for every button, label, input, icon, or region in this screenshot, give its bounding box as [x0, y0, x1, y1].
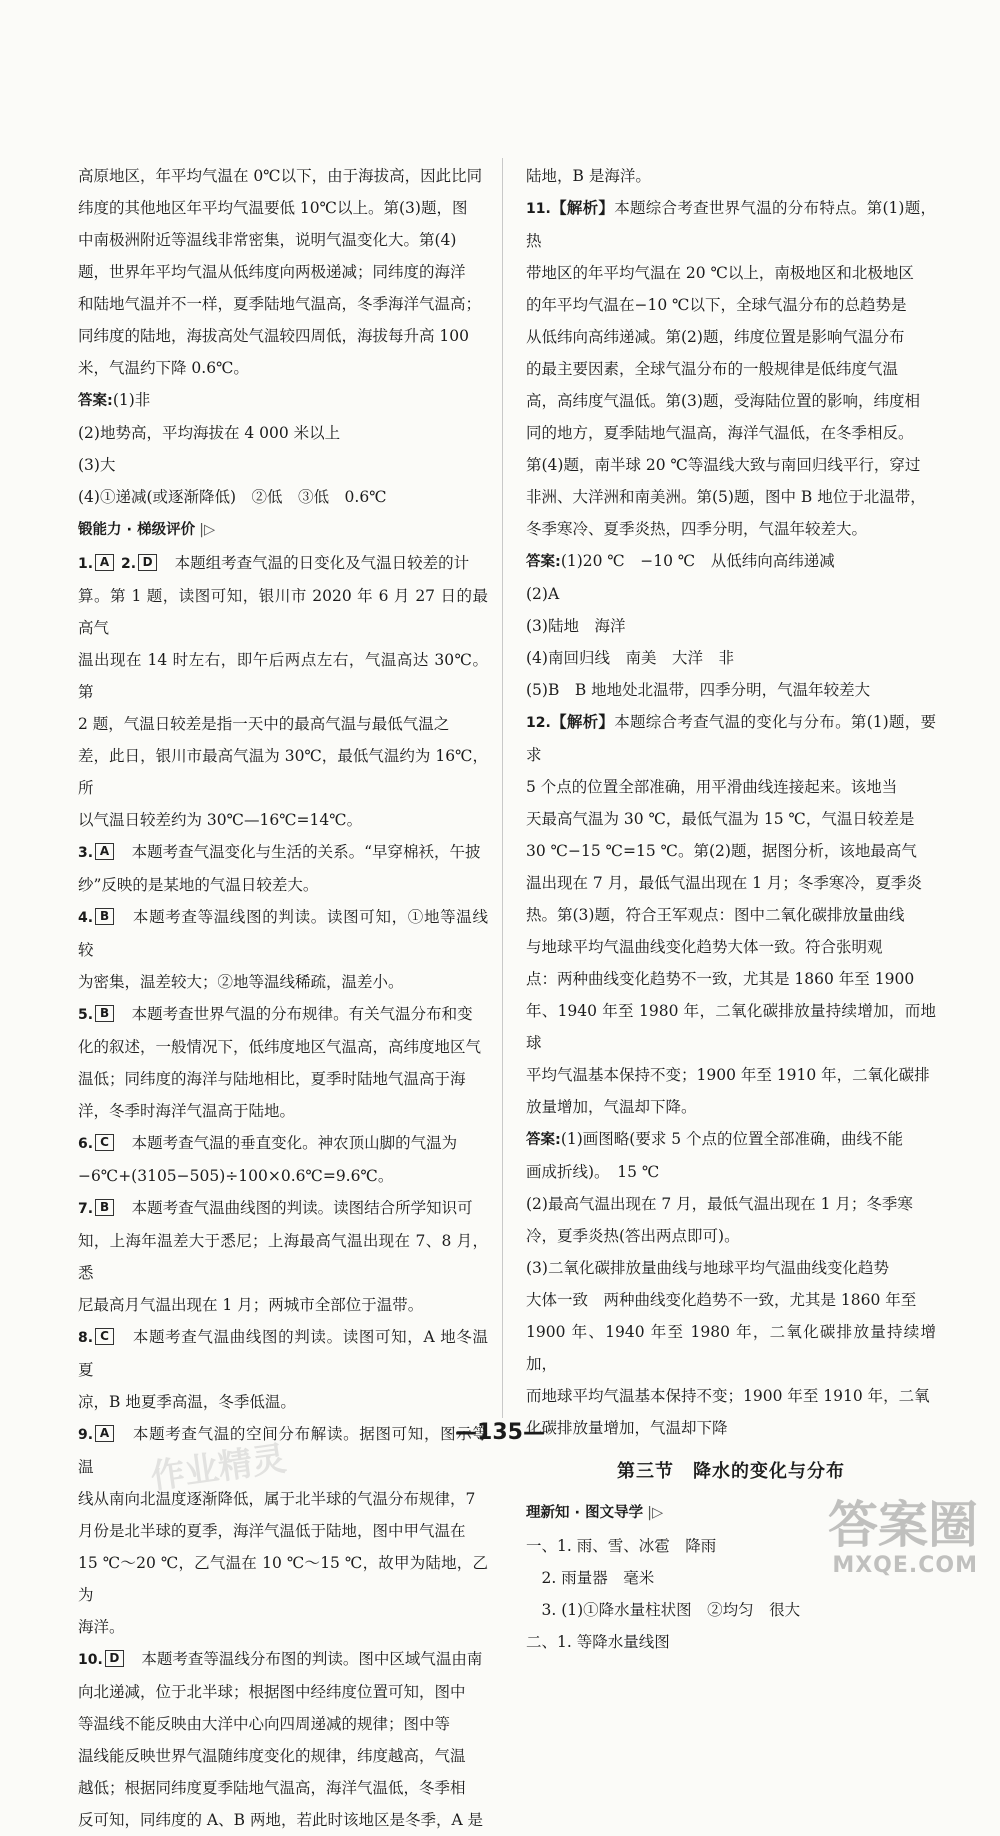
- text-line: 温低；同纬度的海洋与陆地相比，夏季时陆地气温高于海: [78, 1070, 466, 1088]
- text-line: 温线能反映世界气温随纬度变化的规律，纬度越高，气温: [78, 1747, 466, 1765]
- analysis-tag: 【解析】: [550, 198, 615, 217]
- answer-line: (1)20 ℃ −10 ℃ 从低纬向高纬递减: [560, 552, 835, 570]
- text-line: 2 题，气温日较差是指一天中的最高气温与最低气温之: [78, 715, 450, 733]
- left-column: [78, 160, 488, 1836]
- outline-item: 一、1. 雨、雪、冰雹 降雨: [526, 1537, 717, 1555]
- outline-item: 3. (1)①降水量柱状图 ②均匀 很大: [526, 1601, 801, 1619]
- answer-line: (3)二氧化碳排放量曲线与地球平均气温曲线变化趋势: [526, 1259, 889, 1277]
- text-line: −6℃+(3105−505)÷100×0.6℃=9.6℃。: [78, 1167, 394, 1185]
- sub-heading-text: 理新知 · 图文导学: [526, 1505, 644, 1521]
- text-line: 5 个点的位置全部准确，用平滑曲线连接起来。该地当: [526, 778, 898, 796]
- question-number: 3.: [78, 845, 94, 861]
- answer-line: (3)陆地 海洋: [526, 617, 626, 635]
- text-line: 同的地方，夏季陆地气温高，海洋气温低，在冬季相反。: [526, 424, 914, 442]
- text-line: 本题考查气温曲线图的判读。读图可知，A 地冬温夏: [78, 1328, 488, 1379]
- outline-item: 二、1. 等降水量线图: [526, 1633, 670, 1651]
- text-line: 从低纬向高纬递减。第(2)题，纬度位置是影响气温分布: [526, 328, 905, 346]
- question-11: [526, 192, 936, 706]
- text-line: 线从南向北温度逐渐降低，属于北半球的气温分布规律，7: [78, 1490, 476, 1508]
- text-line: 化的叙述，一般情况下，低纬度地区气温高，高纬度地区气: [78, 1038, 482, 1056]
- answer-line: (2)A: [526, 585, 560, 603]
- text-line: 冬季寒冷、夏季炎热，四季分明，气温年较差大。: [526, 520, 868, 538]
- analysis-tag: 【解析】: [550, 712, 615, 731]
- watermark-stamp: 作业精灵: [148, 1438, 289, 1498]
- question-number: 6.: [78, 1136, 94, 1152]
- text-line: 天最高气温为 30 ℃，最低气温为 15 ℃，气温日较差是: [526, 810, 915, 828]
- outline-item: 2. 雨量器 毫米: [526, 1569, 655, 1587]
- question-number: 8.: [78, 1330, 94, 1346]
- answer-label: 答案:: [526, 554, 561, 570]
- question-number: 9.: [78, 1427, 94, 1443]
- question-number: 12.: [526, 715, 551, 731]
- answer-line: 大体一致 两种曲线变化趋势不一致，尤其是 1860 年至: [526, 1291, 917, 1309]
- answer-choice-box: C: [95, 1134, 114, 1151]
- answer-line: 冷，夏季炎热(答出两点即可)。: [526, 1227, 740, 1245]
- text-line: 越低；根据同纬度夏季陆地气温高，海洋气温低，冬季相: [78, 1779, 466, 1797]
- text-line: 中南极洲附近等温线非常密集，说明气温变化大。第(4): [78, 231, 457, 249]
- answer-choice-box: B: [95, 1005, 114, 1022]
- text-line: 向北递减，位于北半球；根据图中经纬度位置可知，图中: [78, 1683, 466, 1701]
- text-line: 本题考查等温线分布图的判读。图中区域气温由南: [141, 1650, 483, 1668]
- text-line: 同纬度的陆地，海拔高处气温较四周低，海拔每升高 100: [78, 327, 470, 345]
- text-line: 和陆地气温并不一样，夏季陆地气温高，冬季海洋气温高；: [78, 295, 482, 313]
- answer-line: (1)非: [112, 391, 151, 409]
- text-line: 以气温日较差约为 30℃—16℃=14℃。: [78, 811, 363, 829]
- question-number: 5.: [78, 1007, 94, 1023]
- answer-choice-box: B: [95, 1199, 114, 1216]
- text-line: 洋，冬季时海洋气温高于陆地。: [78, 1102, 296, 1120]
- text-line: 第(4)题，南半球 20 ℃等温线大致与南回归线平行，穿过: [526, 456, 921, 474]
- answer-label: 答案:: [526, 1132, 561, 1148]
- text-line: 本题考查世界气温的分布规律。有关气温分布和变: [131, 1005, 473, 1023]
- text-line: 纱”反映的是某地的气温日较差大。: [78, 876, 319, 894]
- answer-line: (2)最高气温出现在 7 月，最低气温出现在 1 月；冬季寒: [526, 1195, 913, 1213]
- answer-line: (2)地势高，平均海拔在 4 000 米以上: [78, 424, 341, 442]
- answer-line: (3)大: [78, 456, 116, 474]
- text-line: 本题考查气温曲线图的判读。读图结合所学知识可: [131, 1199, 473, 1217]
- text-line: 本题考查气温的垂直变化。神农顶山脚的气温为: [131, 1134, 458, 1152]
- text-line: 米，气温约下降 0.6℃。: [78, 359, 249, 377]
- text-line: 为密集，温差较大；②地等温线稀疏，温差小。: [78, 973, 404, 991]
- answer-label: 答案:: [78, 393, 113, 409]
- answer-line: 化碳排放量增加，气温却下降: [526, 1419, 728, 1437]
- text-line: 放量增加，气温却下降。: [526, 1098, 697, 1116]
- answer-line: 1900 年、1940 年至 1980 年，二氧化碳排放量持续增加，: [526, 1323, 936, 1373]
- question-number: 11.: [526, 201, 551, 217]
- section-arrow-icon: |▷: [647, 1505, 664, 1521]
- text-line: 本题考查气温变化与生活的关系。“早穿棉袄，午披: [131, 843, 481, 861]
- text-line: 月份是北半球的夏季，海洋气温低于陆地，图中甲气温在: [78, 1522, 466, 1540]
- text-line: 高原地区，年平均气温在 0℃以下，由于海拔高，因此比同: [78, 167, 483, 185]
- text-line: 纬度的其他地区年平均气温要低 10℃以上。第(3)题，图: [78, 199, 468, 217]
- answer-choice-box: C: [95, 1328, 114, 1345]
- answer-choice-box: A: [95, 554, 114, 571]
- answer-block: [78, 384, 488, 513]
- text-line: 年、1940 年至 1980 年，二氧化碳排放量持续增加，而地球: [526, 1002, 936, 1052]
- text-line: 题，世界年平均气温从低纬度向两极递减；同纬度的海洋: [78, 263, 466, 281]
- answer-choice-box: A: [95, 843, 114, 860]
- answer-choice-box: D: [138, 554, 157, 571]
- text-line: 温出现在 14 时左右，即午后两点左右，气温高达 30℃。第: [78, 651, 488, 701]
- question-number: 4.: [78, 910, 94, 926]
- section-title: 第三节 降水的变化与分布: [617, 1461, 845, 1482]
- watermark-url: MXQE.COM: [832, 1553, 978, 1578]
- text-line: 带地区的年平均气温在 20 ℃以上，南极地区和北极地区: [526, 264, 914, 282]
- question-8: [78, 1321, 488, 1418]
- section-arrow-icon: |▷: [199, 522, 216, 538]
- question-7: [78, 1192, 488, 1321]
- text-line: 15 ℃～20 ℃，乙气温在 10 ℃～15 ℃，故甲为陆地，乙为: [78, 1554, 488, 1604]
- text-line: 算。第 1 题，读图可知，银川市 2020 年 6 月 27 日的最高气: [78, 587, 488, 637]
- question-3: [78, 836, 488, 901]
- answer-line: (1)画图略(要求 5 个点的位置全部准确，曲线不能: [560, 1130, 904, 1148]
- text-line: 本题组考查气温的日变化及气温日较差的计: [174, 554, 470, 572]
- text-line: 与地球平均气温曲线变化趋势大体一致。符合张明观: [526, 938, 883, 956]
- text-line: 知，上海年温差大于悉尼；上海最高气温出现在 7、8 月，悉: [78, 1232, 488, 1282]
- question-number: 1.: [78, 556, 94, 572]
- text-line: 温出现在 7 月，最低气温出现在 1 月；冬季寒冷，夏季炎: [526, 874, 922, 892]
- question-number: 10.: [78, 1652, 103, 1668]
- text-line: 差，此日，银川市最高气温为 30℃，最低气温约为 16℃，所: [78, 747, 488, 797]
- answer-line: (4)南回归线 南美 大洋 非: [526, 649, 734, 667]
- intro-paragraph: [78, 160, 488, 384]
- question-4: [78, 901, 488, 998]
- answer-line: 而地球平均气温基本保持不变；1900 年至 1910 年，二氧: [526, 1387, 930, 1405]
- text-line: 本题考查等温线图的判读。读图可知，①地等温线较: [78, 908, 488, 959]
- answer-choice-box: B: [95, 908, 114, 925]
- text-line: 的最主要因素，全球气温分布的一般规律是低纬度气温: [526, 360, 899, 378]
- question-12: [526, 706, 936, 1444]
- answer-choice-box: D: [105, 1650, 124, 1667]
- text-line: 本题综合考查世界气温的分布特点。第(1)题，热: [526, 199, 936, 250]
- section-heading-text: 锻能力 · 梯级评价: [78, 522, 196, 538]
- answer-line: (5)B B 地地处北温带，四季分明，气温年较差大: [526, 681, 871, 699]
- text-line: 点：两种曲线变化趋势不一致，尤其是 1860 年至 1900: [526, 970, 915, 988]
- section-heading: [78, 513, 488, 547]
- text-line: 本题综合考查气温的变化与分布。第(1)题，要求: [526, 713, 936, 764]
- answer-line: (4)①递减(或逐渐降低) ②低 ③低 0.6℃: [78, 488, 387, 506]
- question-number: 2.: [121, 556, 137, 572]
- answer-line: 画成折线)。 15 ℃: [526, 1163, 660, 1181]
- text-line: 平均气温基本保持不变；1900 年至 1910 年，二氧化碳排: [526, 1066, 930, 1084]
- question-number: 7.: [78, 1201, 94, 1217]
- question-5: [78, 998, 488, 1127]
- text-line: 陆地，B 是海洋。: [526, 167, 651, 185]
- watermark-title: 答案圈: [828, 1496, 978, 1554]
- watermark-logo: [828, 1497, 978, 1578]
- text-line: 尼最高月气温出现在 1 月；两城市全部位于温带。: [78, 1296, 424, 1314]
- text-line: 反可知，同纬度的 A、B 两地，若此时该地区是冬季，A 是: [78, 1811, 484, 1829]
- text-line: 海洋。: [78, 1618, 125, 1636]
- question-1-2: [78, 547, 488, 836]
- text-line: 高，高纬度气温低。第(3)题，受海陆位置的影响，纬度相: [526, 392, 920, 410]
- answer-choice-box: A: [95, 1425, 114, 1442]
- text-line: 等温线不能反映由大洋中心向四周递减的规律；图中等: [78, 1715, 451, 1733]
- text-line: 本题考查气温的空间分布解读。据图可知，图示等温: [78, 1425, 488, 1476]
- page-number: —135—: [455, 1420, 545, 1445]
- text-line: 凉，B 地夏季高温，冬季低温。: [78, 1393, 296, 1411]
- column-divider: [502, 158, 503, 1418]
- text-line: 热。第(3)题，符合王军观点：图中二氧化碳排放量曲线: [526, 906, 905, 924]
- text-line: 的年平均气温在−10 ℃以下，全球气温分布的总趋势是: [526, 296, 907, 314]
- text-line: 30 ℃−15 ℃=15 ℃。第(2)题，据图分析，该地最高气: [526, 842, 917, 860]
- text-line: 非洲、大洋洲和南美洲。第(5)题，图中 B 地位于北温带，: [526, 488, 926, 506]
- question-10: [78, 1643, 488, 1836]
- question-6: [78, 1127, 488, 1192]
